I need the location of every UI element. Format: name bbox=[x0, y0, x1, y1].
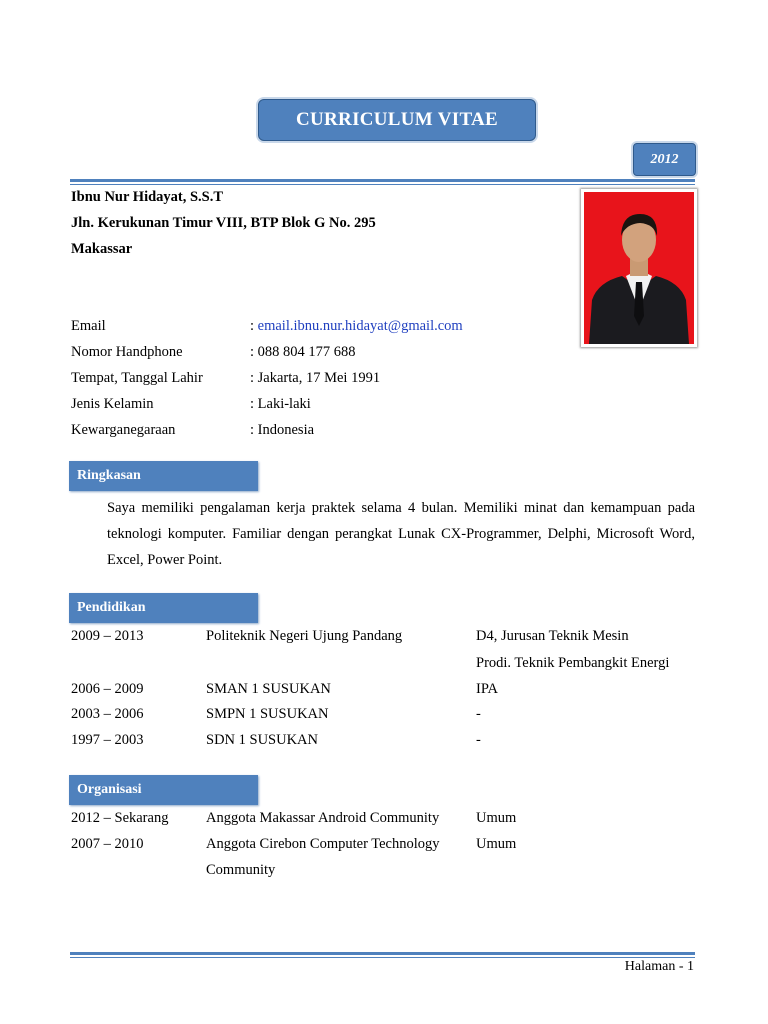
section-header-organization: Organisasi bbox=[69, 775, 258, 805]
info-separator: : bbox=[250, 370, 255, 386]
education-years: 2009 – 2013 bbox=[71, 628, 144, 644]
education-school: SMPN 1 SUSUKAN bbox=[206, 706, 329, 722]
year-badge: 2012 bbox=[633, 143, 696, 176]
section-header-education: Pendidikan bbox=[69, 593, 258, 623]
header-divider-thin bbox=[70, 184, 695, 185]
info-separator: : bbox=[250, 396, 255, 412]
section-header-summary: Ringkasan bbox=[69, 461, 258, 491]
person-city: Makassar bbox=[71, 241, 133, 257]
person-portrait-icon bbox=[584, 192, 694, 344]
info-label-birth: Tempat, Tanggal Lahir bbox=[71, 370, 203, 386]
education-detail: Prodi. Teknik Pembangkit Energi bbox=[476, 655, 670, 671]
nationality-value: Indonesia bbox=[257, 422, 315, 438]
page-number: Halaman - 1 bbox=[624, 959, 694, 974]
info-separator: : bbox=[250, 318, 255, 334]
gender-value: Laki-laki bbox=[257, 396, 311, 412]
organization-years: 2007 – 2010 bbox=[71, 836, 144, 852]
header-divider bbox=[70, 179, 695, 182]
info-value-phone bbox=[250, 344, 356, 361]
info-label-gender: Jenis Kelamin bbox=[71, 396, 154, 412]
info-label-nationality: Kewarganegaraan bbox=[71, 422, 176, 438]
document-title: CURRICULUM VITAE bbox=[258, 99, 536, 141]
organization-type: Umum bbox=[476, 810, 517, 826]
info-label-email: Email bbox=[71, 318, 106, 334]
education-school: SMAN 1 SUSUKAN bbox=[206, 681, 331, 697]
education-school: SDN 1 SUSUKAN bbox=[206, 732, 318, 748]
education-years: 2003 – 2006 bbox=[71, 706, 144, 722]
info-label-phone: Nomor Handphone bbox=[71, 344, 183, 360]
education-detail: - bbox=[476, 732, 481, 748]
organization-name: Anggota Cirebon Computer Technology bbox=[206, 836, 440, 852]
person-name: Ibnu Nur Hidayat, S.S.T bbox=[71, 189, 224, 205]
info-value-gender bbox=[250, 396, 311, 413]
summary-paragraph: Saya memiliki pengalaman kerja praktek selama 4 bulan. Memiliki minat dan kemampuan pada teknologi komputer. Familiar dengan perangkat Lunak CX-Programmer, Delphi, Microsoft Word, Excel, Power Point. bbox=[107, 500, 695, 568]
organization-years: 2012 – Sekarang bbox=[71, 810, 169, 826]
info-separator: : bbox=[250, 422, 255, 438]
education-detail: IPA bbox=[476, 681, 499, 697]
organization-type: Umum bbox=[476, 836, 517, 852]
email-link[interactable]: email.ibnu.nur.hidayat@gmail.com bbox=[257, 318, 463, 334]
info-separator: : bbox=[250, 344, 255, 360]
education-detail: - bbox=[476, 706, 481, 722]
info-value-birth bbox=[250, 370, 380, 387]
footer-divider bbox=[70, 952, 695, 955]
organization-name: Anggota Makassar Android Community bbox=[206, 810, 440, 826]
education-detail: D4, Jurusan Teknik Mesin bbox=[476, 628, 629, 644]
profile-photo bbox=[581, 189, 697, 347]
education-years: 2006 – 2009 bbox=[71, 681, 144, 697]
education-years: 1997 – 2003 bbox=[71, 732, 144, 748]
info-value-nationality bbox=[250, 422, 314, 439]
info-value-email bbox=[250, 318, 463, 335]
birth-value: Jakarta, 17 Mei 1991 bbox=[257, 370, 381, 386]
organization-name: Community bbox=[206, 862, 276, 878]
footer-divider-thin bbox=[70, 957, 695, 958]
person-address: Jln. Kerukunan Timur VIII, BTP Blok G No. 295 bbox=[71, 215, 376, 231]
education-school: Politeknik Negeri Ujung Pandang bbox=[206, 628, 403, 644]
phone-value: 088 804 177 688 bbox=[257, 344, 356, 360]
